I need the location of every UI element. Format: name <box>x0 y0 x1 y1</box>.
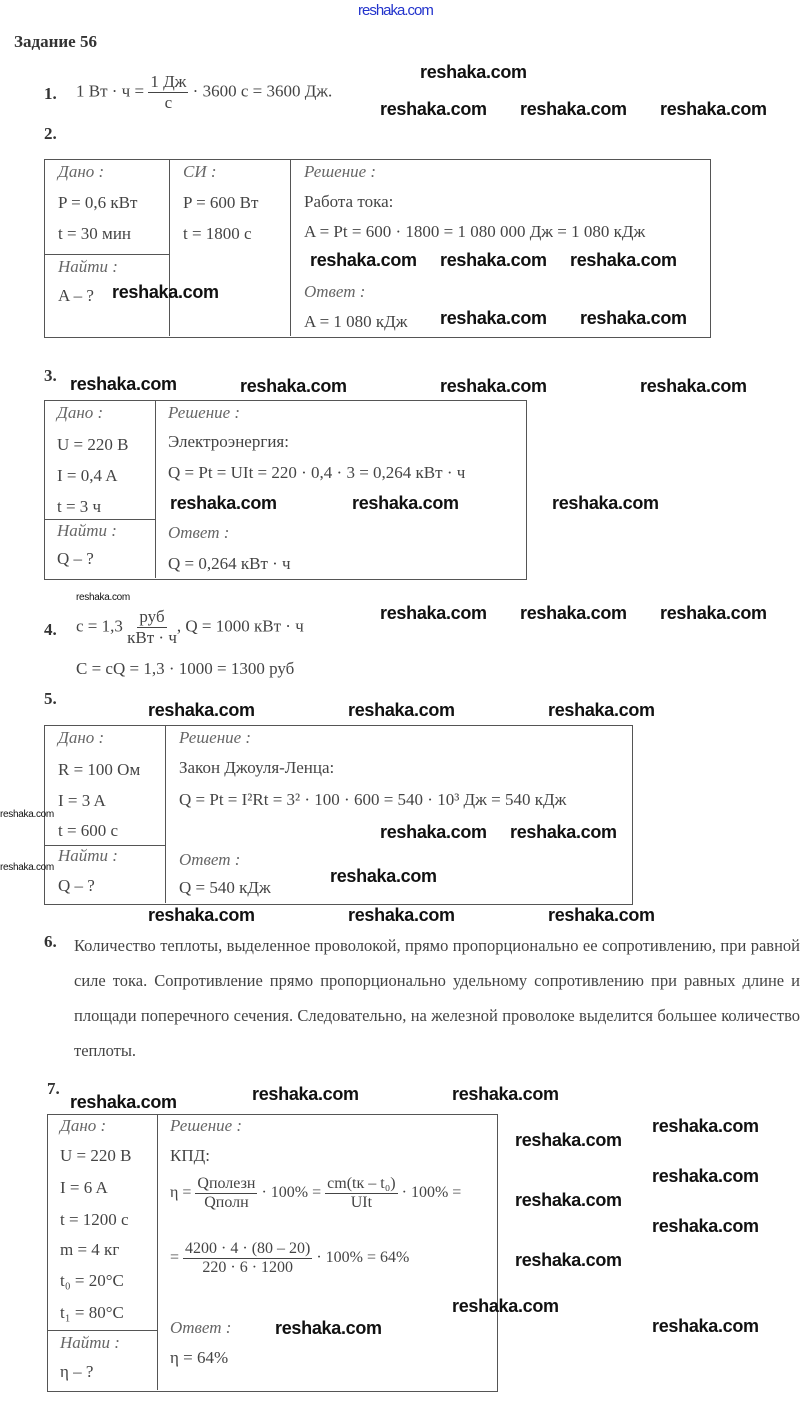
denominator: Qполн <box>204 1194 249 1211</box>
watermark: reshaka.com <box>420 62 527 82</box>
watermark: reshaka.com <box>380 99 487 119</box>
find-value: Q – ? <box>57 549 94 568</box>
solution-title: КПД: <box>170 1146 210 1165</box>
watermark: reshaka.com <box>275 1318 382 1338</box>
efficiency-formula <box>170 1175 461 1212</box>
find-label: Найти : <box>60 1333 120 1352</box>
watermark: reshaka.com <box>520 603 627 623</box>
fraction <box>127 607 177 648</box>
solution-title: Закон Джоуля-Ленца: <box>179 758 335 777</box>
find-label: Найти : <box>58 846 118 865</box>
watermark: reshaka.com <box>380 822 487 842</box>
watermark: reshaka.com <box>652 1166 759 1186</box>
lhs: η = <box>170 1184 192 1202</box>
solution-formula: Q = Pt = UIt = 220 · 0,4 · 3 = 0,264 кВт · ч <box>168 463 466 482</box>
solution-label: Решение : <box>304 162 377 181</box>
given-value: t₁ = 80°C <box>60 1303 124 1322</box>
denominator: UIt <box>350 1194 373 1211</box>
watermark: reshaka.com <box>440 250 547 270</box>
lhs: = <box>170 1249 180 1267</box>
given-value: m = 4 кг <box>60 1240 120 1259</box>
numerator: cm(tк – t₀) <box>327 1175 396 1192</box>
numerator: 1 Дж <box>150 72 187 91</box>
solution-label: Решение : <box>170 1116 243 1135</box>
task-6-text: Количество теплоты, выделенное проволокой, прямо пропорционально ее сопротивлению, при равной силе тока. Сопротивление прямо пропорционально удельному сопротивлению при равных длине и площади поперечного сечения. Следовательно, на железной проволоке выделится большее количество теплоты. <box>74 936 800 1060</box>
given-value: t = 3 ч <box>57 497 102 516</box>
watermark: reshaka.com <box>580 308 687 328</box>
task-4-number: 4. <box>44 620 57 639</box>
watermark: reshaka.com <box>660 603 767 623</box>
si-value: t = 1800 с <box>183 224 252 243</box>
watermark: reshaka.com <box>440 308 547 328</box>
fraction <box>183 1240 312 1277</box>
answer-value: Q = 0,264 кВт · ч <box>168 554 291 573</box>
task-4-formula <box>76 607 304 648</box>
solution-title: Работа тока: <box>304 192 394 211</box>
given-label: Дано : <box>60 1116 107 1135</box>
operator: · 100% = <box>401 1184 462 1202</box>
watermark: reshaka.com <box>515 1190 622 1210</box>
watermark: reshaka.com <box>640 376 747 396</box>
task-6-number: 6. <box>44 932 57 951</box>
watermark: reshaka.com <box>652 1316 759 1336</box>
denominator: кВт · ч <box>127 628 177 647</box>
watermark: reshaka.com <box>330 866 437 886</box>
find-value: A – ? <box>58 286 94 305</box>
divider <box>47 1330 157 1331</box>
fraction <box>148 72 188 113</box>
divider <box>155 400 156 578</box>
task-7-number: 7. <box>47 1079 60 1098</box>
efficiency-calc <box>170 1240 409 1277</box>
solution-formula: A = Pt = 600 · 1800 = 1 080 000 Дж = 1 080 кДж <box>304 222 646 241</box>
answer-value: Q = 540 кДж <box>179 878 271 897</box>
solution-label: Решение : <box>168 403 241 422</box>
task-1-number: 1. <box>44 84 57 103</box>
watermark: reshaka.com <box>652 1216 759 1236</box>
watermark: reshaka.com <box>76 592 130 603</box>
task-3-number: 3. <box>44 366 57 385</box>
watermark: reshaka.com <box>652 1116 759 1136</box>
watermark: reshaka.com <box>70 374 177 394</box>
watermark: reshaka.com <box>310 250 417 270</box>
divider <box>165 725 166 903</box>
divider <box>169 159 170 336</box>
given-value: P = 0,6 кВт <box>58 193 138 212</box>
watermark: reshaka.com <box>380 603 487 623</box>
watermark: reshaka.com <box>240 376 347 396</box>
given-value: I = 3 A <box>58 791 106 810</box>
fraction <box>195 1175 257 1212</box>
rhs: , Q = 1000 кВт · ч <box>176 616 304 636</box>
si-value: P = 600 Вт <box>183 193 259 212</box>
given-value: I = 6 A <box>60 1178 108 1197</box>
numerator: Qполезн <box>197 1175 256 1192</box>
answer-label: Ответ : <box>304 282 366 301</box>
watermark: reshaka.com <box>70 1092 177 1112</box>
watermark: reshaka.com <box>515 1130 622 1150</box>
find-value: Q – ? <box>58 876 95 895</box>
divider <box>44 519 155 520</box>
answer-value: η = 64% <box>170 1348 229 1367</box>
si-label: СИ : <box>183 162 217 181</box>
watermark: reshaka.com <box>0 862 54 873</box>
answer-label: Ответ : <box>179 850 241 869</box>
denominator: 220 · 6 · 1200 <box>202 1259 294 1276</box>
watermark: reshaka.com <box>548 905 655 925</box>
site-link[interactable]: reshaka.com <box>358 2 433 19</box>
watermark: reshaka.com <box>0 809 54 820</box>
watermark: reshaka.com <box>112 282 219 302</box>
divider <box>157 1114 158 1390</box>
result: · 100% = 64% <box>316 1249 410 1267</box>
task-1-formula <box>76 72 332 113</box>
task-4-line2: C = cQ = 1,3 · 1000 = 1300 руб <box>76 659 295 678</box>
given-value: t = 600 с <box>58 821 119 840</box>
watermark: reshaka.com <box>148 905 255 925</box>
watermark: reshaka.com <box>148 700 255 720</box>
find-label: Найти : <box>58 257 118 276</box>
watermark: reshaka.com <box>440 376 547 396</box>
watermark: reshaka.com <box>660 99 767 119</box>
divider <box>290 159 291 336</box>
given-value: R = 100 Ом <box>58 760 141 779</box>
find-label: Найти : <box>57 521 117 540</box>
numerator: руб <box>139 607 165 626</box>
watermark: reshaka.com <box>452 1084 559 1104</box>
watermark: reshaka.com <box>515 1250 622 1270</box>
task-3-table <box>44 400 527 580</box>
watermark: reshaka.com <box>510 822 617 842</box>
watermark: reshaka.com <box>552 493 659 513</box>
given-value: I = 0,4 A <box>57 466 118 485</box>
lhs: 1 Вт · ч = <box>76 81 145 101</box>
answer-value: A = 1 080 кДж <box>304 312 408 331</box>
divider <box>44 254 169 255</box>
given-value: t₀ = 20°C <box>60 1271 124 1290</box>
given-label: Дано : <box>58 728 105 747</box>
watermark: reshaka.com <box>170 493 277 513</box>
answer-label: Ответ : <box>168 523 230 542</box>
find-value: η – ? <box>60 1362 94 1381</box>
numerator: 4200 · 4 · (80 – 20) <box>185 1240 311 1257</box>
fraction <box>325 1175 397 1212</box>
denominator: с <box>164 93 173 112</box>
given-value: U = 220 В <box>57 435 129 454</box>
given-value: t = 30 мин <box>58 224 132 243</box>
solution-label: Решение : <box>179 728 252 747</box>
lhs: c = 1,3 <box>76 616 123 636</box>
watermark: reshaka.com <box>348 700 455 720</box>
answer-label: Ответ : <box>170 1318 232 1337</box>
task-5-number: 5. <box>44 689 57 708</box>
solution-formula: Q = Pt = I²Rt = 3² · 100 · 600 = 540 · 10³ Дж = 540 кДж <box>179 790 567 809</box>
operator: · 100% = <box>261 1184 322 1202</box>
task-2-number: 2. <box>44 124 57 143</box>
given-value: t = 1200 с <box>60 1210 129 1229</box>
watermark: reshaka.com <box>570 250 677 270</box>
given-label: Дано : <box>57 403 104 422</box>
watermark: reshaka.com <box>548 700 655 720</box>
watermark: reshaka.com <box>352 493 459 513</box>
watermark: reshaka.com <box>252 1084 359 1104</box>
watermark: reshaka.com <box>452 1296 559 1316</box>
page-title: Задание 56 <box>14 32 97 51</box>
watermark: reshaka.com <box>520 99 627 119</box>
given-label: Дано : <box>58 162 105 181</box>
rhs: · 3600 с = 3600 Дж. <box>192 81 333 101</box>
watermark: reshaka.com <box>348 905 455 925</box>
given-value: U = 220 В <box>60 1146 132 1165</box>
solution-title: Электроэнергия: <box>168 432 289 451</box>
